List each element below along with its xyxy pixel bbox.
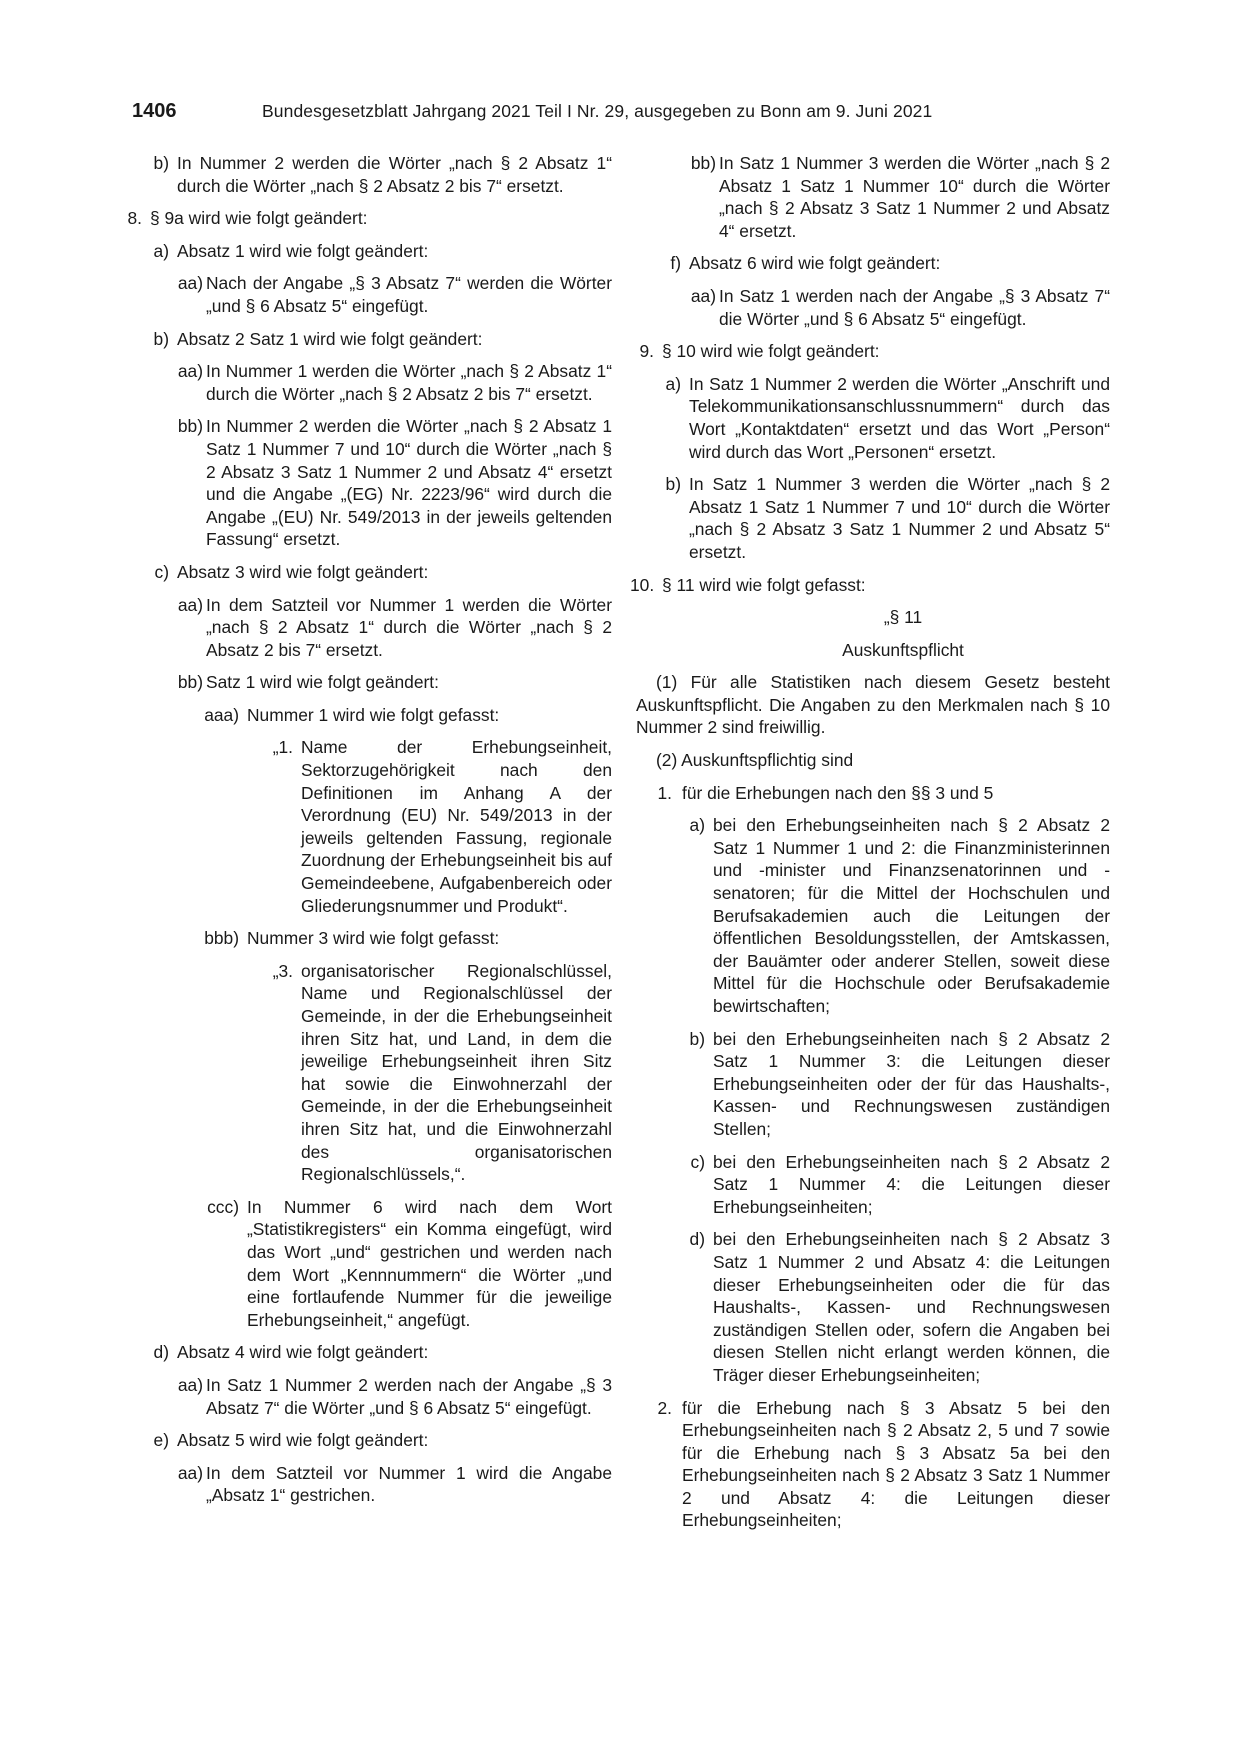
item-label: a) bbox=[153, 240, 169, 261]
item-label: b) bbox=[689, 1028, 705, 1049]
item-text: bei den Erhebungseinheiten nach § 2 Absatz 2 Satz 1 Nummer 1 und 2: die Finanzministerinnen und -minister und Finanzsenatorinnen und -senatoren; für die Mittel der Hochschulen und Berufsakademien auch die Leitungen der öffentlichen Besoldungsstellen, der Amtskassen, der Bauämter oder anderer Stellen, soweit diese Mittel für die Hochschule oder Berufsakademie bewirtschaften; bbox=[713, 815, 1110, 1016]
item-label: aa) bbox=[177, 1462, 203, 1483]
list-item bbox=[268, 736, 612, 917]
list-item bbox=[656, 782, 1110, 805]
paragraph: (2) Auskunftspflichtig sind bbox=[656, 750, 854, 771]
item-text: Absatz 5 wird wie folgt geändert: bbox=[177, 1430, 429, 1451]
list-item bbox=[202, 1196, 612, 1332]
item-label: 9. bbox=[639, 341, 654, 362]
item-text: Absatz 2 Satz 1 wird wie folgt geändert: bbox=[177, 328, 483, 349]
item-text: In dem Satzteil vor Nummer 1 wird die Angabe „Absatz 1“ gestrichen. bbox=[206, 1462, 612, 1506]
list-item bbox=[118, 207, 612, 230]
list-item bbox=[656, 1397, 1110, 1533]
item-label: aaa) bbox=[204, 704, 239, 725]
list-item bbox=[144, 1429, 612, 1452]
item-label: d) bbox=[153, 1342, 169, 1363]
paragraph: (1) Für alle Statistiken nach diesem Gesetz besteht Auskunftspflicht. Die Angaben zu den Merkmalen nach § 10 Nummer 2 sind freiwillig. bbox=[636, 672, 1110, 738]
list-item bbox=[656, 473, 1110, 563]
item-label: aa) bbox=[177, 361, 203, 382]
page-number: 1406 bbox=[132, 100, 177, 122]
item-label: 10. bbox=[630, 574, 655, 595]
item-label: aa) bbox=[177, 594, 203, 615]
list-item bbox=[202, 927, 612, 950]
list-item bbox=[177, 594, 612, 662]
item-label: „1. bbox=[272, 737, 293, 758]
item-label: ccc) bbox=[207, 1196, 239, 1217]
item-label: aa) bbox=[177, 273, 203, 294]
list-item bbox=[177, 360, 612, 405]
list-item bbox=[680, 1151, 1110, 1219]
item-text: bei den Erhebungseinheiten nach § 2 Absatz 3 Satz 1 Nummer 2 und Absatz 4: die Leitungen dieser Erhebungseinheiten oder die für das Haushalts-, Kassen- und Rechnungswesen zuständigen Stellen oder, sofern die Angaben bei diesen Stellen nicht erlangt werden können, die Träger dieser Erhebungseinheiten; bbox=[713, 1229, 1110, 1385]
item-text: In Satz 1 Nummer 3 werden die Wörter „nach § 2 Absatz 1 Satz 1 Nummer 7 und 10“ durch die Wörter „nach § 2 Absatz 3 Satz 1 Nummer 2 und Absatz 5“ ersetzt. bbox=[689, 474, 1110, 562]
list-item bbox=[177, 1462, 612, 1507]
item-label: bbb) bbox=[204, 928, 239, 949]
item-text: In Satz 1 Nummer 3 werden die Wörter „nach § 2 Absatz 1 Satz 1 Nummer 10“ durch die Wörter „nach § 2 Absatz 3 Satz 1 Nummer 2 und Absatz 4“ ersetzt. bbox=[719, 153, 1110, 241]
item-text: § 11 wird wie folgt gefasst: bbox=[662, 574, 866, 595]
item-text: In dem Satzteil vor Nummer 1 werden die Wörter „nach § 2 Absatz 1“ durch die Wörter „nach § 2 Absatz 2 bis 7“ ersetzt. bbox=[206, 594, 612, 660]
list-item bbox=[177, 1374, 612, 1419]
item-text: In Nummer 2 werden die Wörter „nach § 2 Absatz 1 Satz 1 Nummer 7 und 10“ durch die Wörter „nach § 2 Absatz 3 Satz 1 Nummer 2 und Absatz 4“ ersetzt und die Angabe „(EG) Nr. 2223/96“ wird durch die Angabe „(EU) Nr. 549/2013 in der jeweils geltenden Fassung“ ersetzt. bbox=[206, 416, 612, 550]
item-text: In Nummer 1 werden die Wörter „nach § 2 Absatz 1“ durch die Wörter „nach § 2 Absatz 2 bis 7“ ersetzt. bbox=[206, 361, 612, 404]
item-label: e) bbox=[153, 1430, 169, 1451]
list-item bbox=[144, 240, 612, 263]
item-label: bb) bbox=[690, 153, 716, 173]
item-text: Nummer 3 wird wie folgt gefasst: bbox=[247, 928, 500, 949]
item-text: Absatz 4 wird wie folgt geändert: bbox=[177, 1342, 429, 1363]
item-text: In Satz 1 Nummer 2 werden die Wörter „Anschrift und Telekommunikationsanschlussnummern“ durch das Wort „Kontaktdaten“ ersetzt und das Wort „Person“ wird durch das Wort „Personen“ ersetzt. bbox=[689, 373, 1110, 462]
item-label: 1. bbox=[657, 782, 672, 803]
list-item bbox=[690, 152, 1110, 242]
item-label: b) bbox=[153, 153, 169, 173]
item-label: aa) bbox=[177, 1374, 203, 1395]
item-text: bei den Erhebungseinheiten nach § 2 Absatz 2 Satz 1 Nummer 3: die Leitungen dieser Erhebungseinheiten oder der für das Haushalts-, Kassen- und Rechnungswesen zuständigen Stellen; bbox=[713, 1028, 1110, 1139]
left-column bbox=[127, 152, 612, 1507]
item-text: § 9a wird wie folgt geändert: bbox=[150, 208, 368, 229]
item-text: organisatorischer Regionalschlüssel, Name und Regionalschlüssel der Gemeinde, in der die Erhebungseinheit ihren Sitz hat, und Land, in dem die jeweilige Erhebungseinheit ihren Sitz hat sowie die Einwohnerzahl der Gemeinde, in der die Erhebungseinheit ihren Sitz hat, und die Einwohnerzahl des organisatorischen Regionalschlüssels,“. bbox=[301, 960, 612, 1185]
list-item bbox=[268, 960, 612, 1186]
item-text: Absatz 1 wird wie folgt geändert: bbox=[177, 240, 429, 261]
list-item bbox=[177, 272, 612, 317]
item-label: d) bbox=[689, 1229, 705, 1250]
item-label: f) bbox=[670, 253, 681, 274]
list-item bbox=[630, 340, 1110, 363]
item-text: Absatz 6 wird wie folgt geändert: bbox=[689, 253, 941, 274]
list-item bbox=[144, 152, 612, 197]
item-label: a) bbox=[665, 373, 681, 394]
list-item bbox=[144, 1341, 612, 1364]
item-text: In Nummer 6 wird nach dem Wort „Statistikregisters“ ein Komma eingefügt, wird das Wort „und“ gestrichen und werden nach dem Wort „Kennnummern“ die Wörter „und eine fortlaufende Nummer für die jeweilige Erhebungseinheit,“ angefügt. bbox=[247, 1196, 612, 1330]
section-heading: „§ 11 bbox=[883, 607, 923, 628]
list-item bbox=[690, 285, 1110, 330]
item-text: § 10 wird wie folgt geändert: bbox=[662, 341, 880, 362]
item-label: bb) bbox=[177, 672, 203, 693]
item-text: In Nummer 2 werden die Wörter „nach § 2 Absatz 1“ durch die Wörter „nach § 2 Absatz 2 bis 7“ ersetzt. bbox=[177, 153, 612, 196]
list-item bbox=[177, 415, 612, 551]
item-label: bb) bbox=[177, 416, 203, 437]
item-text: Absatz 3 wird wie folgt geändert: bbox=[177, 561, 429, 582]
item-label: 2. bbox=[657, 1397, 672, 1418]
item-label: „3. bbox=[272, 960, 293, 981]
item-text: In Satz 1 werden nach der Angabe „§ 3 Absatz 7“ die Wörter „und § 6 Absatz 5“ eingefügt. bbox=[719, 285, 1110, 329]
section-title: Auskunftspflicht bbox=[842, 639, 964, 660]
item-text: In Satz 1 Nummer 2 werden nach der Angabe „§ 3 Absatz 7“ die Wörter „und § 6 Absatz 5“ eingefügt. bbox=[206, 1374, 612, 1418]
item-label: a) bbox=[689, 815, 705, 836]
list-item bbox=[680, 1028, 1110, 1141]
item-text: Nach der Angabe „§ 3 Absatz 7“ werden die Wörter „und § 6 Absatz 5“ eingefügt. bbox=[206, 273, 612, 316]
right-column bbox=[630, 152, 1110, 1532]
item-text: Satz 1 wird wie folgt geändert: bbox=[206, 672, 439, 693]
list-item bbox=[177, 671, 612, 694]
list-item bbox=[144, 561, 612, 584]
item-text: bei den Erhebungseinheiten nach § 2 Absatz 2 Satz 1 Nummer 4: die Leitungen dieser Erhebungseinheiten; bbox=[713, 1151, 1110, 1217]
item-text: für die Erhebungen nach den §§ 3 und 5 bbox=[682, 782, 994, 803]
item-label: b) bbox=[153, 328, 169, 349]
list-item bbox=[144, 328, 612, 351]
item-text: Nummer 1 wird wie folgt gefasst: bbox=[247, 704, 500, 725]
item-label: b) bbox=[665, 474, 681, 495]
item-label: c) bbox=[154, 561, 169, 582]
list-item bbox=[656, 252, 1110, 275]
page-header bbox=[132, 100, 1102, 126]
gazette-title: Bundesgesetzblatt Jahrgang 2021 Teil I Nr. 29, ausgegeben zu Bonn am 9. Juni 2021 bbox=[262, 101, 933, 121]
item-text: für die Erhebung nach § 3 Absatz 5 bei den Erhebungseinheiten nach § 2 Absatz 2, 5 und 7 sowie für die Erhebung nach § 3 Absatz 5a bei den Erhebungseinheiten nach § 2 Absatz 3 Satz 1 Nummer 2 und Absatz 4: die Leitungen dieser Erhebungseinheiten; bbox=[682, 1397, 1110, 1531]
item-label: aa) bbox=[690, 285, 716, 306]
list-item bbox=[656, 373, 1110, 463]
list-item bbox=[202, 704, 612, 727]
item-text: Name der Erhebungseinheit, Sektorzugehörigkeit nach den Definitionen im Anhang A der Verordnung (EU) Nr. 549/2013 in der jeweils geltenden Fassung, regionale Zuordnung der Erhebungseinheit bis auf Gemeindeebene, Aufgabenbereich oder Gliederungsnummer und Produkt“. bbox=[301, 737, 612, 916]
list-item bbox=[680, 814, 1110, 1017]
list-item bbox=[630, 574, 1110, 597]
list-item bbox=[680, 1228, 1110, 1386]
item-label: 8. bbox=[127, 208, 142, 229]
item-label: c) bbox=[690, 1151, 705, 1172]
